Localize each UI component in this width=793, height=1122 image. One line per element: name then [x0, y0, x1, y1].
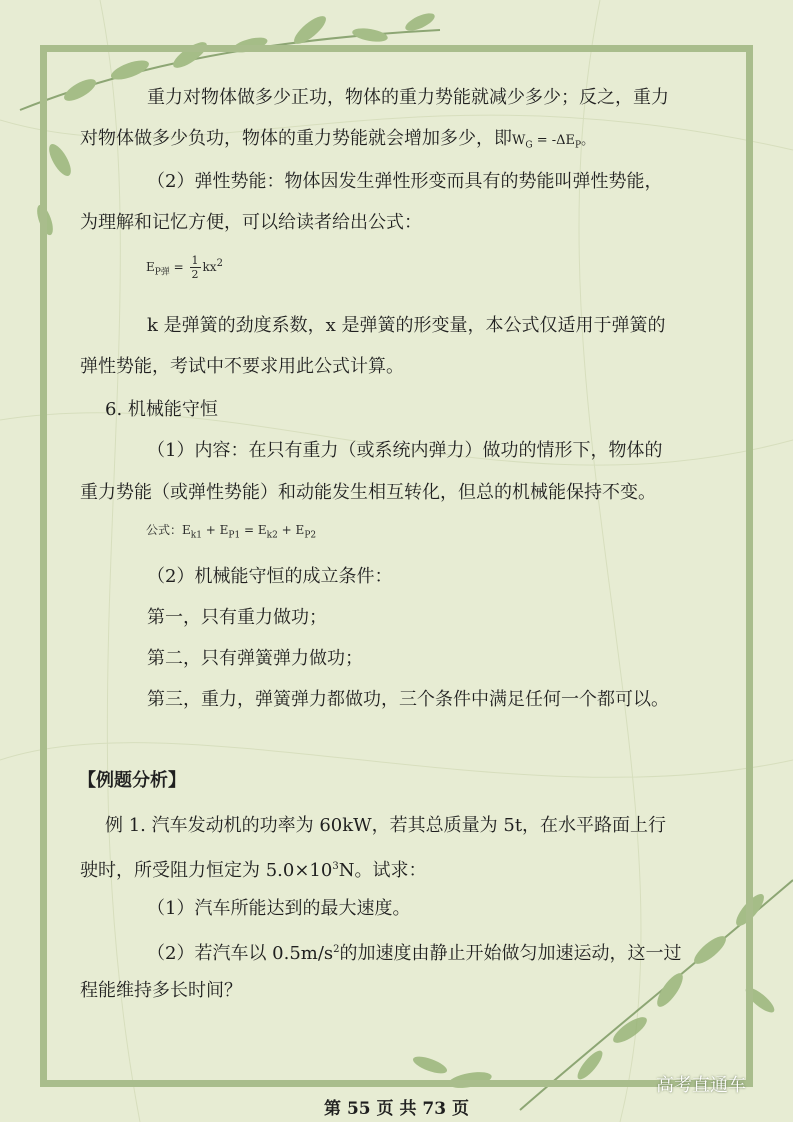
paragraph-line: （1）内容：在只有重力（或系统内弹力）做功的情形下，物体的	[147, 440, 663, 461]
condition-item: 第一，只有重力做功；	[147, 607, 327, 628]
watermark-text: 高考直通车	[656, 1075, 746, 1096]
section-heading: 6. 机械能守恒	[105, 399, 218, 420]
paragraph-line: 重力势能（或弹性势能）和动能发生相互转化，但总的机械能保持不变。	[80, 482, 656, 503]
condition-item: 第三，重力，弹簧弹力都做功，三个条件中满足任何一个都可以。	[147, 689, 669, 710]
paragraph-line: （2）机械能守恒的成立条件：	[147, 566, 393, 587]
conservation-formula: 公式：$E_{k1} + E_{P1} = E_{k2} + E_{P2}$	[146, 523, 317, 541]
paragraph-line: 程能维持多长时间？	[80, 980, 242, 1001]
paragraph-line: k 是弹簧的劲度系数，x 是弹簧的形变量，本公式仅适用于弹簧的	[147, 315, 666, 336]
question-item: （2）若汽车以 $0.5m/s^2$的加速度由静止开始做匀加速运动，这一过	[147, 943, 682, 964]
paragraph-line: 弹性势能，考试中不要求用此公式计算。	[80, 356, 404, 377]
paragraph-line: 例 1. 汽车发动机的功率为 60kW，若其总质量为 5t，在水平路面上行	[105, 815, 667, 836]
paragraph-line: 重力对物体做多少正功，物体的重力势能就减少多少；反之，重力	[147, 87, 669, 108]
elastic-energy-formula: $E_{P弹}$ = $\frac{1}{2}$ $kx^2$	[146, 254, 223, 281]
condition-item: 第二，只有弹簧弹力做功；	[147, 648, 363, 669]
paragraph-line: （2）弹性势能：物体因发生弹性形变而具有的势能叫弹性势能，	[147, 171, 663, 192]
question-item: （1）汽车所能达到的最大速度。	[147, 898, 411, 919]
paragraph-line: 为理解和记忆方便，可以给读者给出公式：	[80, 212, 422, 233]
page-number: 第 55 页 共 73 页	[324, 1099, 469, 1119]
paragraph-line: 对物体做多少负功，物体的重力势能就会增加多少，即$W_G = -\Delta E_P$。	[80, 128, 595, 151]
example-heading: 【例题分析】	[78, 770, 186, 791]
paragraph-line: 驶时，所受阻力恒定为 $5.0\times 10^3N$。试求：	[80, 860, 427, 881]
